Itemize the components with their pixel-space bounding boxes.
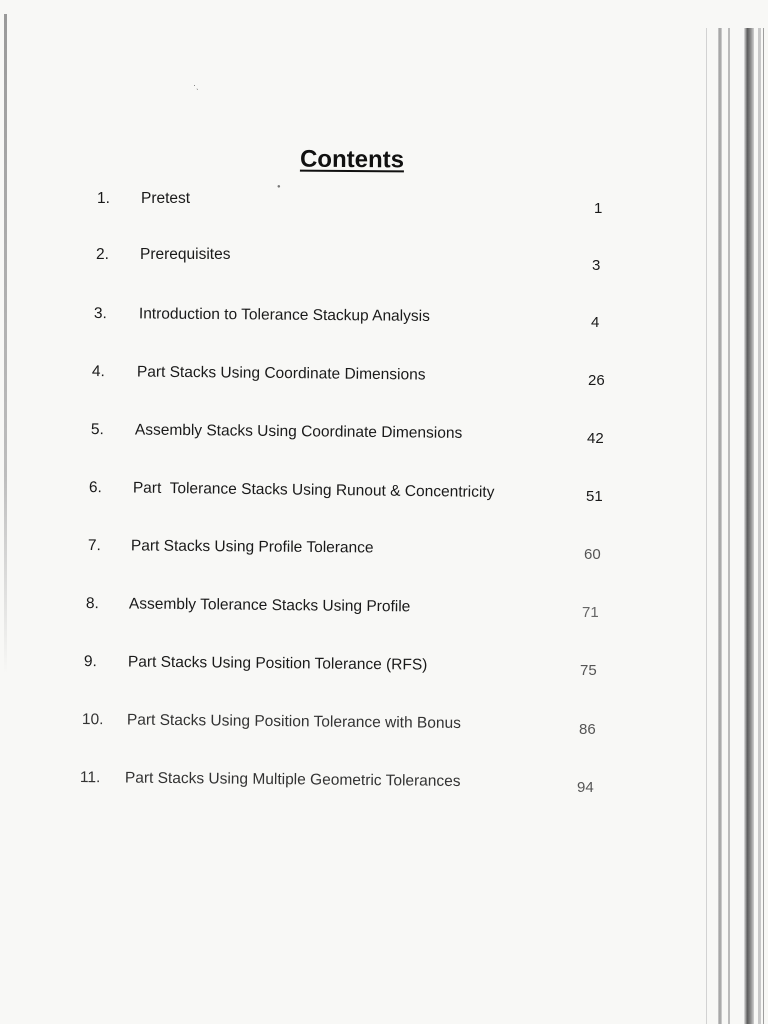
entry-page-number: 4 [591,314,600,331]
entry-page-number: 75 [580,662,597,679]
entry-page-number: 3 [592,257,601,274]
entry-title: Part Stacks Using Coordinate Dimensions [136,363,426,384]
entry-number: 8. [85,595,99,613]
entry-page-number: 42 [587,430,604,447]
entry-page-number: 86 [579,721,596,738]
entry-page-number: 60 [584,546,601,563]
entry-title: Pretest [141,190,191,207]
page-title: Contents [299,145,405,174]
entry-number: 7. [87,537,101,555]
entry-title: Part Stacks Using Position Tolerance with Bonus [126,711,461,732]
entry-title: Assembly Tolerance Stacks Using Profile [128,595,411,616]
entry-number: 9. [83,653,97,671]
entry-number: 10. [81,711,104,729]
entry-title: Introduction to Tolerance Stackup Analysis [138,305,430,325]
entry-title: Part Tolerance Stacks Using Runout & Concentricity [132,479,495,501]
scan-speck: ·ˎ [193,80,199,90]
entry-title: Part Stacks Using Multiple Geometric Tolerances [124,769,461,790]
entry-number: 11. [79,769,101,787]
entry-title: Assembly Stacks Using Coordinate Dimensions [134,421,463,442]
entry-page-number: 71 [582,604,599,621]
entry-title: Prerequisites [140,246,231,263]
entry-page-number: 51 [586,488,603,505]
entry-page-number: 94 [577,779,594,796]
entry-page-number: 26 [588,372,605,389]
entry-title: Part Stacks Using Position Tolerance (RFS) [127,653,428,674]
scan-speck: ● [277,184,281,190]
entry-number: 5. [90,421,104,439]
entry-page-number: 1 [594,200,603,217]
entry-number: 1. [97,190,110,207]
entry-number: 2. [96,246,109,263]
entry-number: 6. [88,479,102,497]
entry-number: 4. [91,363,105,381]
entry-number: 3. [93,305,107,323]
entry-title: Part Stacks Using Profile Tolerance [130,537,374,557]
